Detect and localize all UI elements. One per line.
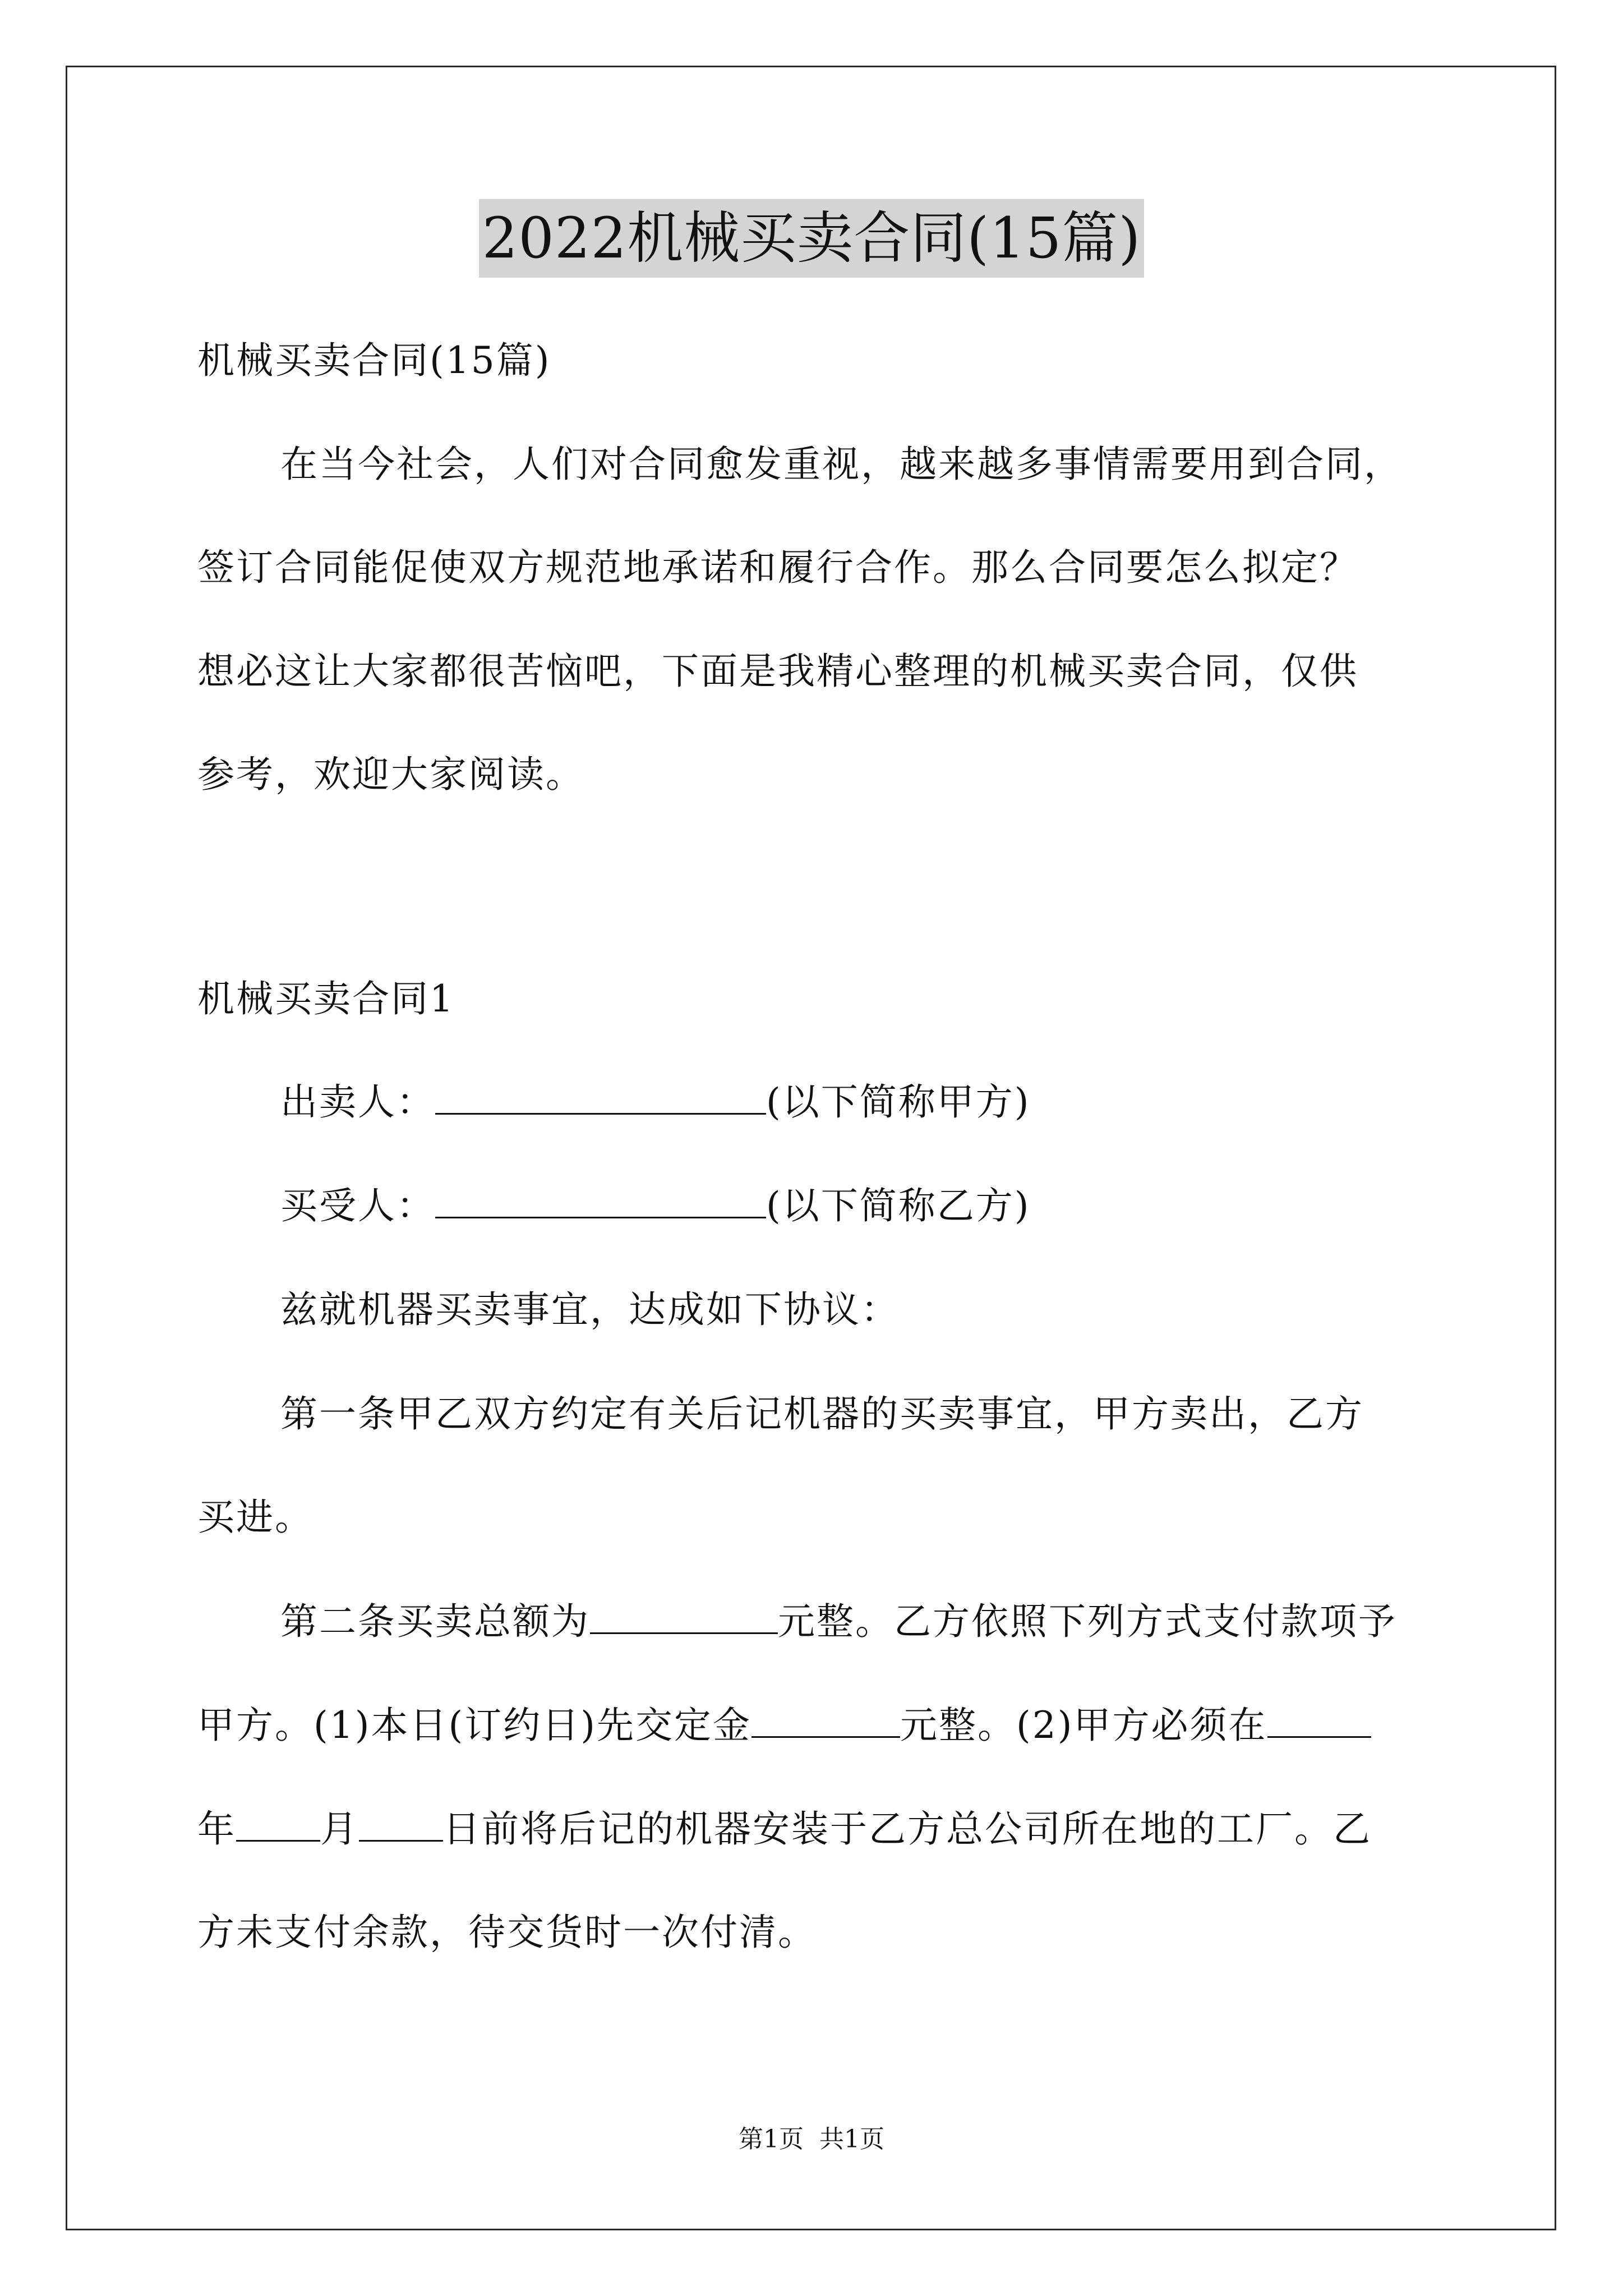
page-number: 第1页: [739, 2125, 804, 2154]
article2-text: 第二条买卖总额为: [280, 1600, 590, 1643]
article2-line-2: [197, 1700, 1371, 1751]
seller-blank: [435, 1078, 766, 1115]
buyer-label: 买受人：: [280, 1184, 435, 1227]
document-title: 2022机械买卖合同(15篇): [479, 199, 1145, 278]
intro-line-3: 想必这让大家都很苦恼吧，下面是我精心整理的机械买卖合同，仅供: [197, 650, 1358, 693]
buyer-note: (以下简称乙方): [766, 1184, 1031, 1227]
article2-text: 元整。(2)甲方必须在: [900, 1704, 1267, 1747]
article2-text: 月: [320, 1807, 359, 1851]
article2-text: 甲方。(1)本日(订约日)先交定金: [197, 1704, 751, 1747]
article2-text: 元整。乙方依照下列方式支付款项予: [778, 1600, 1397, 1643]
agreement-intro: 兹就机器买卖事宜，达成如下协议：: [280, 1288, 900, 1331]
page-border: [66, 66, 1556, 2230]
buyer-blank: [435, 1182, 766, 1218]
deposit-blank: [751, 1701, 900, 1738]
intro-line-1: 在当今社会，人们对合同愈发重视，越来越多事情需要用到合同，: [280, 443, 1403, 486]
page-total: 共1页: [819, 2125, 884, 2154]
day-blank: [359, 1805, 443, 1842]
month-blank: [236, 1805, 320, 1842]
seller-label: 出卖人：: [280, 1080, 435, 1124]
article2-text: 年: [197, 1807, 236, 1851]
article1-line-2: 买进。: [197, 1496, 313, 1539]
seller-note: (以下简称甲方): [766, 1080, 1031, 1124]
title-container: [0, 199, 1623, 278]
article2-line-3: [197, 1804, 1372, 1855]
total-amount-blank: [590, 1598, 778, 1634]
article2-line-4: 方未支付余款，待交货时一次付清。: [197, 1911, 817, 1954]
article2-line-1: [280, 1596, 1397, 1647]
buyer-line: [280, 1181, 1031, 1231]
intro-line-4: 参考，欢迎大家阅读。: [197, 753, 584, 796]
page-footer: [0, 2123, 1623, 2156]
article2-text: 日前将后记的机器安装于乙方总公司所在地的工厂。乙: [443, 1807, 1372, 1851]
seller-line: [280, 1077, 1031, 1128]
year-blank: [1267, 1701, 1371, 1738]
intro-line-2: 签订合同能促使双方规范地承诺和履行合作。那么合同要怎么拟定？: [197, 546, 1358, 589]
article1-line-1: 第一条甲乙双方约定有关后记机器的买卖事宜，甲方卖出，乙方: [280, 1392, 1364, 1435]
document-subtitle: 机械买卖合同(15篇): [197, 339, 551, 382]
section-heading: 机械买卖合同1: [197, 977, 455, 1020]
